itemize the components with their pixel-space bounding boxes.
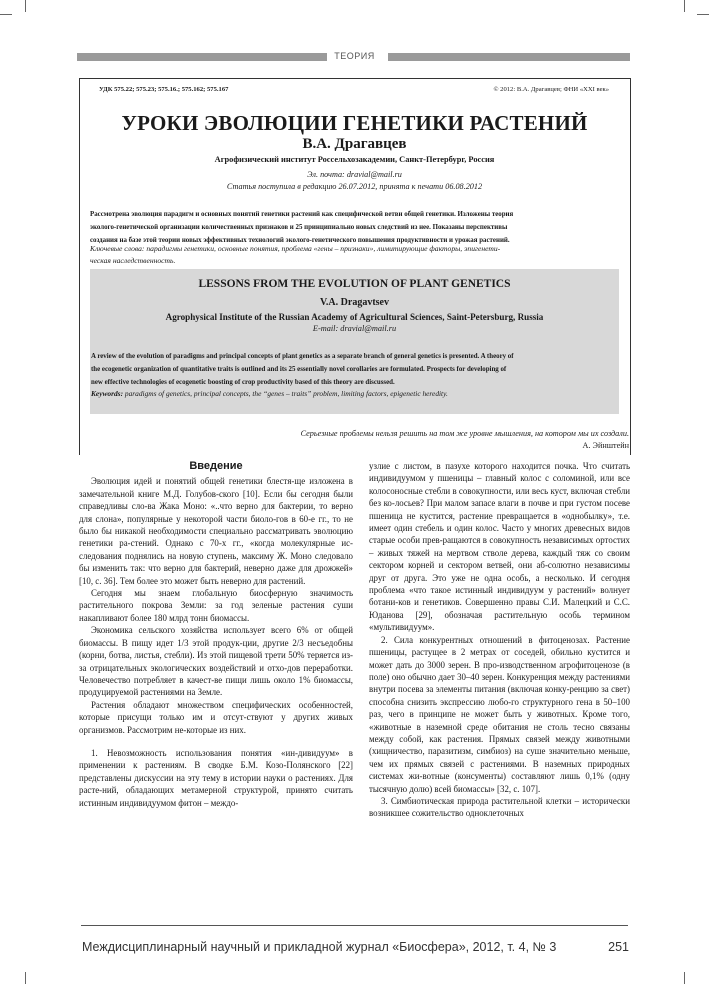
crop-mark	[0, 14, 12, 15]
abstract-line: A review of the evolution of paradigms and principal concepts of plant genetics as a separate branch of general genetics is presented. A theory of	[91, 353, 514, 360]
english-title: LESSONS FROM THE EVOLUTION OF PLANT GENETICS	[198, 278, 511, 290]
crop-mark	[25, 0, 26, 12]
keywords-label: Keywords:	[91, 389, 124, 398]
body-column-right	[369, 460, 630, 820]
english-author: V.A. Dragavtsev	[320, 297, 389, 308]
abstract-line: Рассмотрена эволюция парадигм и основных понятий генетики растений как специфической ветви общей генетики. Изложены теория	[90, 211, 514, 218]
english-institute: Agrophysical Institute of the Russian Academy of Agricultural Sciences, Saint-Petersburg, Russia	[165, 312, 544, 322]
english-email: E-mail: dravial@mail.ru	[312, 324, 397, 333]
paragraph: узлие с листом, в пазухе которого находится почка. Что считать индивидуумом у пшеницы – главный колос с соломиной, или все колосоносные стебли в совокупности, или весь куст, включая стебли без ко-лосьев? При малом запасе влаги в почве и при густом посеве пшеница не кустится, растение превращается в «однобылку», т.е. имеет один стебель и один колос. Часто у многих древесных видов старые особи прев-ращаются в совокупность независимых ортостих – живых тяжей на мертвом стволе дерева, каждый тяж со своим сектором корней и сектором ветвей, они аб-солютно независимы друг от друга. Это уже не одна особь, а несколько. И сегодня проблема «что такое истинный индивидуум у растений» волнует ботани-ков и генетиков. Совершенно правы С.И. Малецкий и С.С. Юданова [29], обозначая растительную особь термином «мультивидуум».	[369, 461, 630, 633]
copyright: © 2012: В.А. Драгавцев; ФНИ «XXI век»	[493, 86, 609, 93]
abstract-line: the ecogenetic organization of quantitative traits is outlined and its 25 essentially novel corollaries are formulated. Prospects for developing of	[91, 366, 507, 373]
abstract-line: создания на базе этой теории новых эффективных технологий эколого-генетического повышения продуктивности и урожая растений.	[90, 237, 510, 244]
crop-mark	[25, 972, 26, 984]
section-label: ТЕОРИЯ	[334, 51, 375, 61]
epigraph-quote: Серьезные проблемы нельзя решить на том же уровне мышления, на котором мы их создали.	[300, 429, 629, 438]
email: Эл. почта: dravial@mail.ru	[307, 170, 402, 179]
crop-mark	[684, 0, 685, 12]
body-column-left	[79, 460, 353, 809]
keywords-en	[91, 389, 618, 398]
paragraph: 2. Сила конкурентных отношений в фитоценозах. Растение пшеницы, растущее в 2 метрах от соседей, обильно кустится и может дать до 3000 зерен. В про-изводственном агрофитоценозе (в поле) оно обычно дает 30–40 зерен. Конкуренция между растениями внутри посева за элементы питания (включая конку-ренцию за свет) способна снизить экспрессию любо-го структурного гена в 50–100 раз, чего в принципе не может быть у животных. Кроме того, «животные в наземной среде обитания не столь тесно связаны между собой, как растения. Прямых связей между животными (хищничество, паразитизм, симбиоз) на суше значительно меньше, чем их прямых связей с растениями. В наземных природных системах жи-вотные (консументы) составляют лишь 0,1% (одну тысячную долю) всей биомассы» [32, с. 107].	[369, 634, 630, 794]
paragraph: 3. Симбиотическая природа растительной клетки – исторически возникшее сожительство одноклеточных	[369, 795, 630, 819]
paragraph: Эволюция идей и понятий общей генетики блестя-ще изложена в замечательной книге М.Д. Голубов-ского [10]. Если бы сегодня были справедливы сло-ва Жака Моно: «..что верно для бактерии, то верно для слона», популярные у некоторой части биоло-гов в 60-е гг., то не было бы никакой необходимости специально рассматривать эволюцию генетики ра-стений. Однако с 70-х гг., «когда молекулярные ис-следования поднялись на новую ступень, максиму Ж. Моно следовало бы изменить так: что верно для бактерий, неверно даже для дрожжей» [10, с. 36]. Тем более это может быть неверно для растений.	[79, 476, 353, 586]
crop-mark	[697, 14, 709, 15]
abstract-ru	[90, 208, 622, 247]
paragraph: 1. Невозможность использования понятия «ин-дивидуум» в применении к растениям. В сводке Б.М. Козо-Полянского [22] представлены дискуссии на эту тему в истории науки о растениях. Для расте-ний, обладающих метамерной структурой, принято считать истинным индивидуумом фитон – междо-	[79, 747, 353, 808]
footer-rule	[81, 925, 628, 926]
paragraph: Экономика сельского хозяйства использует всего 6% от общей биомассы. В пищу идет 1/3 этой продук-ции, другие 2/3 несъедобны (корни, ботва, листья, стебли). Из этой пищевой трети 50% теряется из-за отрицательных экологических воздействий и отхо-дов переработки. Человечество потребляет в качест-ве пищи лишь около 1% биомассы, продуцируемой растениями на Земле.	[79, 625, 353, 698]
epigraph	[301, 428, 629, 452]
institute: Агрофизический институт Россельхозакадемии, Санкт-Петербург, Россия	[214, 155, 495, 164]
received-date: Статья поступила в редакцию 26.07.2012, принята к печати 06.08.2012	[226, 182, 483, 191]
article-title: УРОКИ ЭВОЛЮЦИИ ГЕНЕТИКИ РАСТЕНИЙ	[121, 111, 588, 135]
keywords-text: paradigms of genetics, principal concepts, the “genes – traits” problem, limiting factors, epigenetic heredity.	[123, 389, 448, 398]
udk-code: УДК 575.22; 575.23; 575.16.; 575.162; 575.167	[99, 86, 229, 93]
keywords-line: ческая наследственность.	[90, 256, 176, 265]
abstract-en	[91, 350, 618, 389]
author-name: В.А. Драгавцев	[302, 136, 407, 152]
page-number: 251	[608, 940, 629, 954]
abstract-line: эколого-генетической организации количественных признаков и 25 принципиально новых следствий из нее. Показаны перспективы	[90, 224, 508, 231]
epigraph-attribution: А. Эйнштейн	[582, 441, 629, 450]
section-heading: Введение	[189, 460, 243, 472]
keywords-line: Ключевые слова: парадигмы генетики, основные понятия, проблема «гены – признаки», лимитирующие факторы, эпигенети-	[90, 244, 501, 253]
paragraph: Растения обладают множеством специфических особенностей, которые присущи только им и отсут-ствуют у других живых организмов. Рассмотрим не-которые из них.	[79, 699, 353, 735]
keywords-ru	[90, 243, 622, 267]
abstract-line: new effective technologies of ecogenetic boosting of crop productivity based of this theory are discussed.	[91, 379, 395, 386]
journal-citation: Междисциплинарный научный и прикладной журнал «Биосфера», 2012, т. 4, № 3	[82, 940, 557, 954]
crop-mark	[684, 972, 685, 984]
paragraph: Сегодня мы знаем глобальную биосферную значимость растительного покрова Земли: за год зеленые растения суши накапливают более 180 млрд тонн биомассы.	[79, 588, 353, 623]
